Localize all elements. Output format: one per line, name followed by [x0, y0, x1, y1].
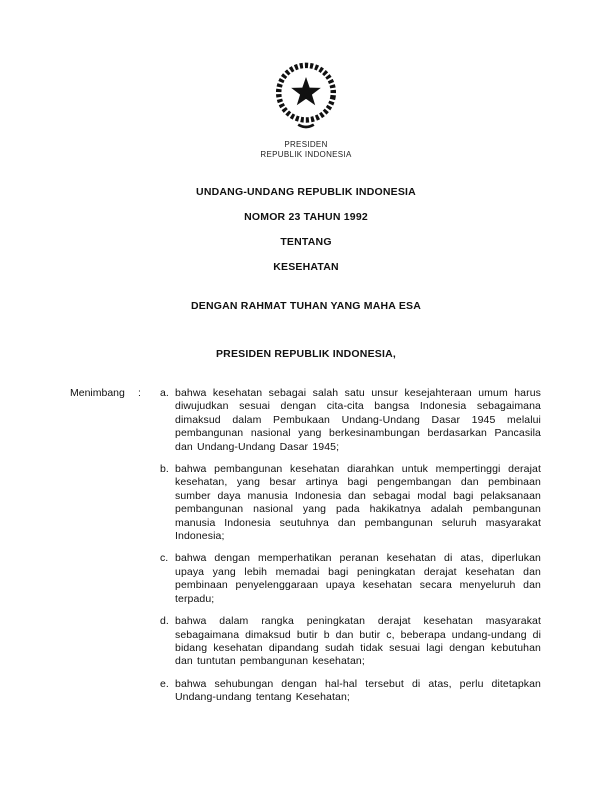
institution-name-line2: REPUBLIK INDONESIA	[260, 150, 352, 159]
menimbang-item-b	[160, 463, 541, 543]
authority-line: PRESIDEN REPUBLIK INDONESIA,	[215, 348, 397, 360]
presidential-star-wreath-emblem-icon	[267, 56, 345, 134]
document-title-block	[0, 186, 612, 273]
item-text: bahwa dengan memperhatikan peranan kesehatan di atas, diperlukan upaya yang lebih memadai bagi peningkatan derajat kesehatan dan pembinaan penyelenggaraan upaya kesehatan secara menyeluruh dan terpadu;	[175, 552, 541, 605]
menimbang-item-a	[160, 387, 541, 454]
menimbang-section	[0, 387, 612, 714]
menimbang-label: Menimbang	[70, 387, 125, 399]
item-text: bahwa dalam rangka peningkatan derajat kesehatan masyarakat sebagaimana dimaksud butir b dan butir c, beberapa undang-undang di bidang kesehatan dipandang sudah tidak sesuai lagi dengan kebutuhan dan tuntutan pembangunan kesehatan;	[175, 615, 541, 668]
law-subject-line: KESEHATAN	[273, 261, 339, 273]
item-letter: e.	[160, 677, 169, 690]
item-letter: b.	[160, 463, 169, 476]
menimbang-item-e	[160, 678, 541, 705]
menimbang-item-d	[160, 615, 541, 669]
item-letter: d.	[160, 615, 169, 628]
letterhead	[0, 56, 612, 160]
menimbang-items	[160, 387, 541, 714]
item-text: bahwa kesehatan sebagai salah satu unsur kesejahteraan umum harus diwujudkan sesuai dengan cita-cita bangsa Indonesia sebagaimana dimaksud dalam Pembukaan Undang-Undang Dasar 1945 melalui pembangunan nasional yang berkesinambungan berdasarkan Pancasila dan Undang-Undang Dasar 1945;	[175, 387, 541, 453]
invocation-line: DENGAN RAHMAT TUHAN YANG MAHA ESA	[190, 300, 422, 312]
menimbang-colon: :	[138, 387, 141, 399]
item-letter: c.	[160, 552, 169, 565]
law-title-line: UNDANG-UNDANG REPUBLIK INDONESIA	[196, 186, 416, 198]
item-text: bahwa sehubungan dengan hal-hal tersebut di atas, perlu ditetapkan Undang-undang tentang Kesehatan;	[175, 677, 541, 704]
menimbang-item-c	[160, 552, 541, 606]
institution-name-line1: PRESIDEN	[284, 140, 328, 149]
law-number-line: NOMOR 23 TAHUN 1992	[244, 211, 368, 223]
item-text: bahwa pembangunan kesehatan diarahkan untuk mempertinggi derajat kesehatan, yang besar artinya bagi pengembangan dan pembinaan sumber daya manusia Indonesia dan sebagai modal bagi pelaksanaan pembangunan nasional yang pada hakikatnya adalah pembangunan manusia Indonesia seutuhnya dan pembangunan seluruh masyarakat Indonesia;	[175, 463, 541, 543]
tentang-line: TENTANG	[280, 236, 332, 248]
item-letter: a.	[160, 387, 169, 399]
